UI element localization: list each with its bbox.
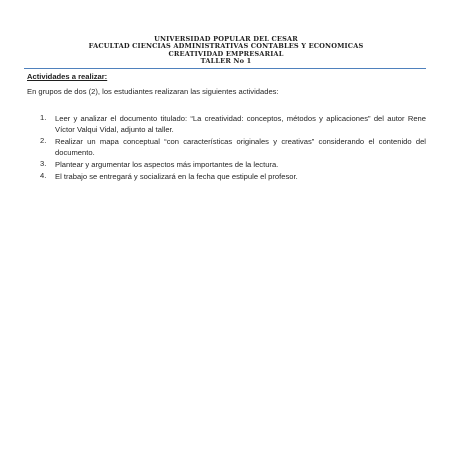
list-item bbox=[40, 136, 426, 158]
activities-list bbox=[40, 113, 426, 183]
intro-paragraph: En grupos de dos (2), los estudiantes realizaran las siguientes actividades: bbox=[27, 87, 279, 96]
list-item-text: Plantear y argumentar los aspectos más importantes de la lectura. bbox=[55, 160, 279, 170]
faculty-name: FACULTAD CIENCIAS ADMINISTRATIVAS CONTABLES Y ECONOMICAS bbox=[88, 42, 364, 51]
list-item-number: 4. bbox=[40, 171, 47, 181]
list-item-number: 3. bbox=[40, 159, 47, 169]
list-item bbox=[40, 171, 426, 182]
list-item-text: El trabajo se entregará y socializará en la fecha que estipule el profesor. bbox=[55, 172, 298, 182]
header-divider bbox=[24, 68, 426, 69]
list-item-text: Realizar un mapa conceptual “con características originales y creativas” considerando el contenido del documento. bbox=[55, 137, 426, 158]
list-item-number: 1. bbox=[40, 113, 47, 122]
list-item bbox=[40, 113, 426, 135]
document-header bbox=[20, 36, 432, 66]
list-item-text: Leer y analizar el documento titulado: “La creatividad: conceptos, métodos y aplicaciones” del autor Rene Víctor Valqui Vidal, adjunto al taller. bbox=[55, 114, 426, 135]
list-item bbox=[40, 159, 426, 170]
list-item-number: 2. bbox=[40, 136, 47, 146]
course-name: CREATIVIDAD EMPRESARIAL bbox=[168, 49, 284, 58]
workshop-title: TALLER No 1 bbox=[200, 57, 252, 66]
university-name: UNIVERSIDAD POPULAR DEL CESAR bbox=[154, 35, 298, 43]
section-title: Actividades a realizar: bbox=[27, 72, 108, 81]
